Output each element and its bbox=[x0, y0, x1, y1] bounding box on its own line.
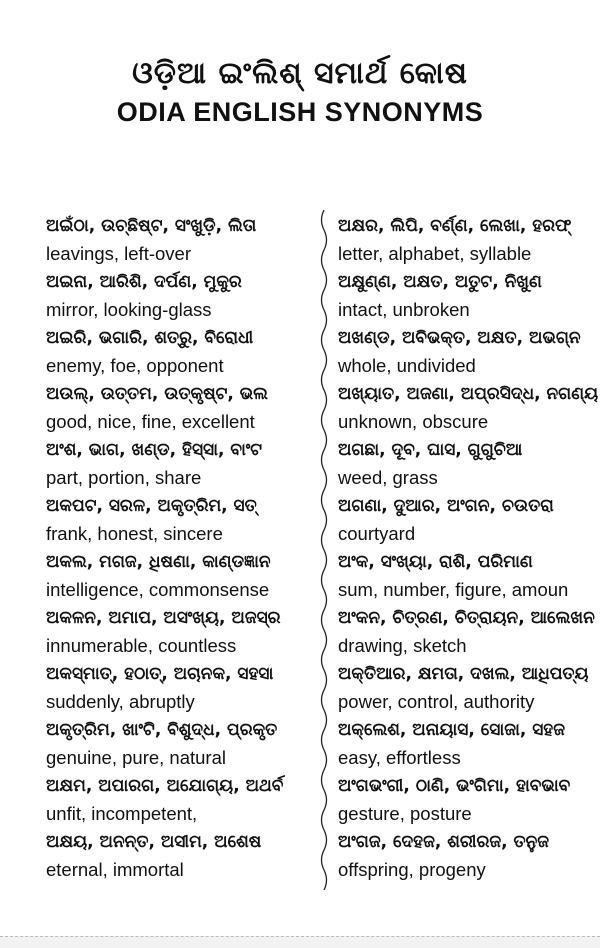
english-synonyms: innumerable, countless bbox=[46, 635, 237, 656]
english-synonyms: sum, number, figure, amoun bbox=[338, 579, 569, 600]
odia-synonyms: ଅକ୍ଷୟ, ଅନନ୍ତ, ଅସୀମ, ଅଶେଷ bbox=[46, 832, 262, 852]
odia-synonyms: ଅଗଣା, ଦୁଆର, ଅଂଗନ, ଚଉତରା bbox=[338, 496, 554, 516]
right-column bbox=[338, 212, 600, 884]
english-synonyms: good, nice, fine, excellent bbox=[46, 411, 255, 432]
english-synonyms: leavings, left-over bbox=[46, 243, 191, 264]
english-synonyms: courtyard bbox=[338, 523, 416, 544]
odia-synonyms: ଅକଳନ, ଅମାପ, ଅସଂଖ୍ୟ, ଅଜସ୍ର bbox=[46, 608, 281, 628]
english-synonyms: letter, alphabet, syllable bbox=[338, 243, 532, 264]
english-synonyms: suddenly, abruptly bbox=[46, 691, 195, 712]
odia-synonyms: ଅକ୍ଷୁଣ୍ଣ, ଅକ୍ଷତ, ଅତୁଟ, ନିଖୁଣ bbox=[338, 272, 542, 292]
odia-synonyms: ଅଂଗଜ, ଦେହଜ, ଶରୀରଜ, ତନୁଜ bbox=[338, 832, 550, 852]
english-synonyms: gesture, posture bbox=[338, 803, 472, 824]
english-synonyms: offspring, progeny bbox=[338, 859, 486, 880]
odia-synonyms: ଅଇରି, ଭଗାରି, ଶତ୍ରୁ, ବିରୋଧୀ bbox=[46, 328, 254, 348]
odia-synonyms: ଅକପଟ, ସରଳ, ଅକୃତ୍ରିମ, ସତ୍ bbox=[46, 496, 257, 516]
english-synonyms: intact, unbroken bbox=[338, 299, 470, 320]
english-synonyms: power, control, authority bbox=[338, 691, 535, 712]
odia-synonyms: ଅକ୍ଲେଶ, ଅନାୟାସ, ସୋଜା, ସହଜ bbox=[338, 720, 565, 740]
english-synonyms: eternal, immortal bbox=[46, 859, 184, 880]
odia-synonyms: ଅଂକନ, ଚିତ୍ରଣ, ଚିତ୍ରାୟନ, ଆଲେଖନ bbox=[338, 608, 595, 628]
odia-synonyms: ଅଇଁଠା, ଉଚ୍ଛିଷ୍ଟ, ସଂଖୁଡ଼ି, ଲିତା bbox=[46, 216, 257, 236]
english-synonyms: enemy, foe, opponent bbox=[46, 355, 224, 376]
odia-synonyms: ଅଗଛା, ଦୂବ, ଘାସ, ଗୁଗୁଚିଆ bbox=[338, 440, 523, 460]
odia-synonyms: ଅଉଲ୍, ଉତ୍ତମ, ଉତ୍କୃଷ୍ଟ, ଭଲ bbox=[46, 384, 268, 404]
odia-synonyms: ଅଂଗଭଂଗୀ, ଠାଣି, ଭଂଗିମା, ହାବଭାବ bbox=[338, 776, 571, 796]
english-synonyms: drawing, sketch bbox=[338, 635, 467, 656]
odia-synonyms: ଅକ୍ଷର, ଲିପି, ବର୍ଣ୍ଣ, ଲେଖା, ହରଫ୍ bbox=[338, 216, 572, 236]
english-synonyms: mirror, looking-glass bbox=[46, 299, 212, 320]
odia-synonyms: ଅଇନା, ଆରିଶି, ଦର୍ପଣ, ମୁକୁର bbox=[46, 272, 242, 292]
english-synonyms: frank, honest, sincere bbox=[46, 523, 223, 544]
odia-synonyms: ଅକଲ, ମଗଜ, ଧିଷଣା, କାଣ୍ଡଜ୍ଞାନ bbox=[46, 552, 271, 572]
odia-synonyms: ଅଖଣ୍ଡ, ଅବିଭକ୍ତ, ଅକ୍ଷତ, ଅଭଗ୍ନ bbox=[338, 328, 581, 348]
page-edge bbox=[0, 936, 600, 948]
left-column bbox=[46, 212, 326, 884]
title-english: ODIA ENGLISH SYNONYMS bbox=[116, 97, 484, 127]
column-divider bbox=[318, 210, 330, 890]
english-synonyms: easy, effortless bbox=[338, 747, 461, 768]
english-synonyms: genuine, pure, natural bbox=[46, 747, 226, 768]
odia-synonyms: ଅଂଶ, ଭାଗ, ଖଣ୍ଡ, ହିସ୍ସା, ବାଂଟ bbox=[46, 440, 262, 460]
english-synonyms: intelligence, commonsense bbox=[46, 579, 270, 600]
english-synonyms: part, portion, share bbox=[46, 467, 202, 488]
english-synonyms: whole, undivided bbox=[338, 355, 476, 376]
english-synonyms: weed, grass bbox=[338, 467, 438, 488]
odia-synonyms: ଅକୃତ୍ରିମ, ଖାଂଟି, ବିଶୁଦ୍ଧ, ପ୍ରକୃତ bbox=[46, 720, 278, 740]
english-synonyms: unfit, incompetent, bbox=[46, 803, 198, 824]
odia-synonyms: ଅକ୍ଷମ, ଅପାରଗ, ଅଯୋଗ୍ୟ, ଅଥର୍ବ bbox=[46, 776, 284, 796]
odia-synonyms: ଅକ୍ତିଆର, କ୍ଷମତା, ଦଖଲ, ଆଧିପତ୍ୟ bbox=[338, 664, 589, 684]
odia-synonyms: ଅଖ୍ୟାତ, ଅଜଣା, ଅପ୍ରସିଦ୍ଧ, ନଗଣ୍ୟ bbox=[338, 384, 599, 404]
odia-synonyms: ଅଂକ, ସଂଖ୍ୟା, ରାଶି, ପରିମାଣ bbox=[338, 552, 533, 572]
title-odia: ଓଡ଼ିଆ ଇଂଲିଶ୍ ସମାର୍ଥ କୋଷ bbox=[132, 56, 468, 91]
english-synonyms: unknown, obscure bbox=[338, 411, 489, 432]
odia-synonyms: ଅକସ୍ମାତ୍, ହଠାତ୍, ଅଚାନକ, ସହସା bbox=[46, 664, 274, 684]
